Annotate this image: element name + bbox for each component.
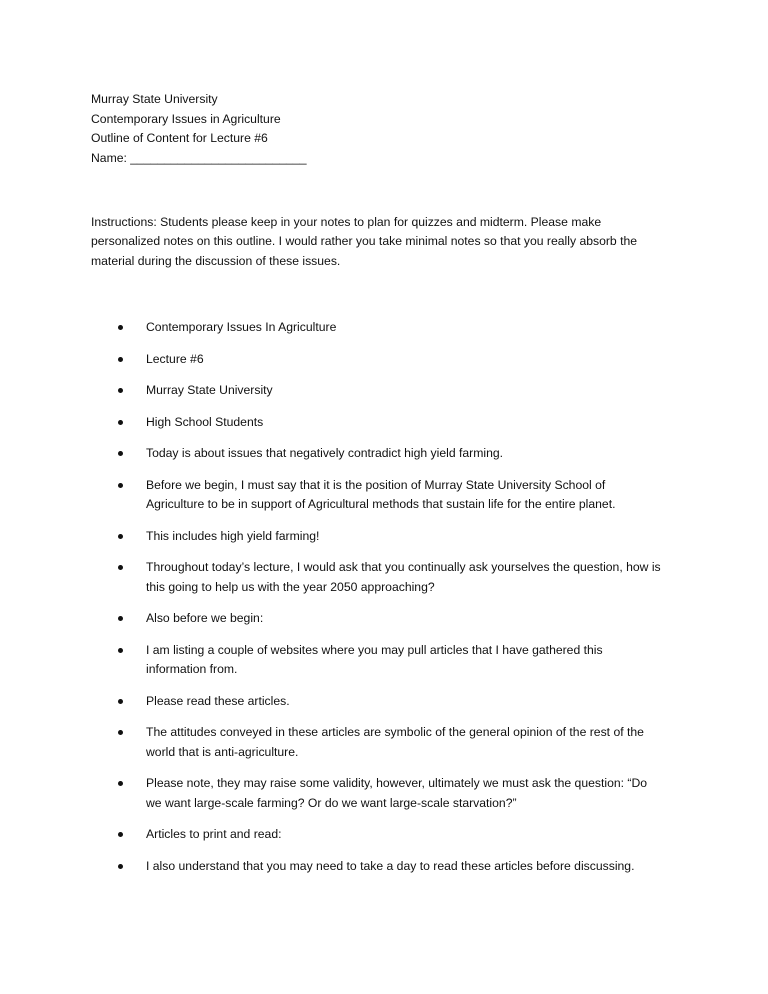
- bullet-icon: [118, 699, 123, 704]
- outline-title: Outline of Content for Lecture #6: [91, 131, 268, 146]
- bullet-icon: [118, 325, 123, 330]
- list-item-text: world that is anti-agriculture.: [146, 744, 299, 759]
- list-item-text: Lecture #6: [146, 351, 204, 366]
- list-item: [0, 527, 661, 547]
- list-item-text: I am listing a couple of websites where you may pull articles that I have gathered this: [146, 642, 603, 657]
- name-field: Name: __________________________: [91, 150, 307, 165]
- bullet-icon: [118, 357, 123, 362]
- list-item-text: information from.: [146, 662, 238, 676]
- course-title: Contemporary Issues in Agriculture: [91, 111, 281, 126]
- list-item: [0, 350, 661, 370]
- list-item-text: Articles to print and read:: [146, 827, 282, 841]
- instructions-line: personalized notes on this outline. I would rather you take minimal notes so that you really absorb the: [91, 234, 638, 249]
- list-item: [0, 381, 661, 401]
- list-item-text: I also understand that you may need to take a day to read these articles before discussing.: [146, 858, 635, 873]
- bullet-icon: [118, 648, 123, 653]
- list-item: [0, 774, 661, 813]
- list-item-text: Please read these articles.: [146, 693, 290, 708]
- bullet-icon: [118, 451, 123, 456]
- list-item-text: Throughout today’s lecture, I would ask that you continually ask yourselves the question, how is: [146, 560, 661, 574]
- list-item: [0, 558, 661, 597]
- university-name: Murray State University: [91, 92, 218, 106]
- bullet-list: [0, 318, 661, 888]
- list-item-text: Murray State University: [146, 383, 273, 397]
- list-item-text: Agriculture to be in support of Agricultural methods that sustain life for the entire planet.: [146, 497, 616, 511]
- list-item: [0, 641, 661, 680]
- instructions-line: Instructions: Students please keep in your notes to plan for quizzes and midterm. Please make: [91, 215, 602, 229]
- bullet-icon: [118, 832, 123, 837]
- instructions-line: material during the discussion of these issues.: [91, 253, 341, 268]
- bullet-icon: [118, 534, 123, 539]
- bullet-icon: [118, 616, 123, 621]
- bullet-icon: [118, 565, 123, 570]
- bullet-icon: [118, 483, 123, 488]
- bullet-icon: [118, 864, 123, 869]
- bullet-icon: [118, 388, 123, 393]
- list-item: [0, 609, 661, 629]
- list-item: [0, 825, 661, 845]
- bullet-icon: [118, 781, 123, 786]
- list-item: [0, 444, 661, 464]
- bullet-icon: [118, 730, 123, 735]
- list-item-text: Also before we begin:: [146, 611, 264, 625]
- list-item: [0, 413, 661, 433]
- list-item: [0, 723, 661, 762]
- list-item: [0, 857, 661, 877]
- list-item-text: Today is about issues that negatively contradict high yield farming.: [146, 446, 504, 460]
- list-item-text: The attitudes conveyed in these articles are symbolic of the general opinion of the rest of the: [146, 725, 644, 739]
- list-item-text: This includes high yield farming!: [146, 528, 320, 543]
- bullet-icon: [118, 420, 123, 425]
- list-item-text: we want large-scale farming? Or do we want large-scale starvation?”: [146, 795, 517, 810]
- list-item-text: Contemporary Issues In Agriculture: [146, 320, 337, 334]
- list-item: [0, 318, 661, 338]
- list-item-text: this going to help us with the year 2050 approaching?: [146, 579, 435, 594]
- list-item-text: Before we begin, I must say that it is the position of Murray State University School of: [146, 477, 606, 492]
- list-item: [0, 476, 661, 515]
- document-header: [91, 90, 307, 168]
- instructions-paragraph: [91, 213, 637, 271]
- list-item-text: High School Students: [146, 414, 264, 429]
- list-item-text: Please note, they may raise some validity, however, ultimately we must ask the question: “Do: [146, 776, 648, 790]
- list-item: [0, 692, 661, 712]
